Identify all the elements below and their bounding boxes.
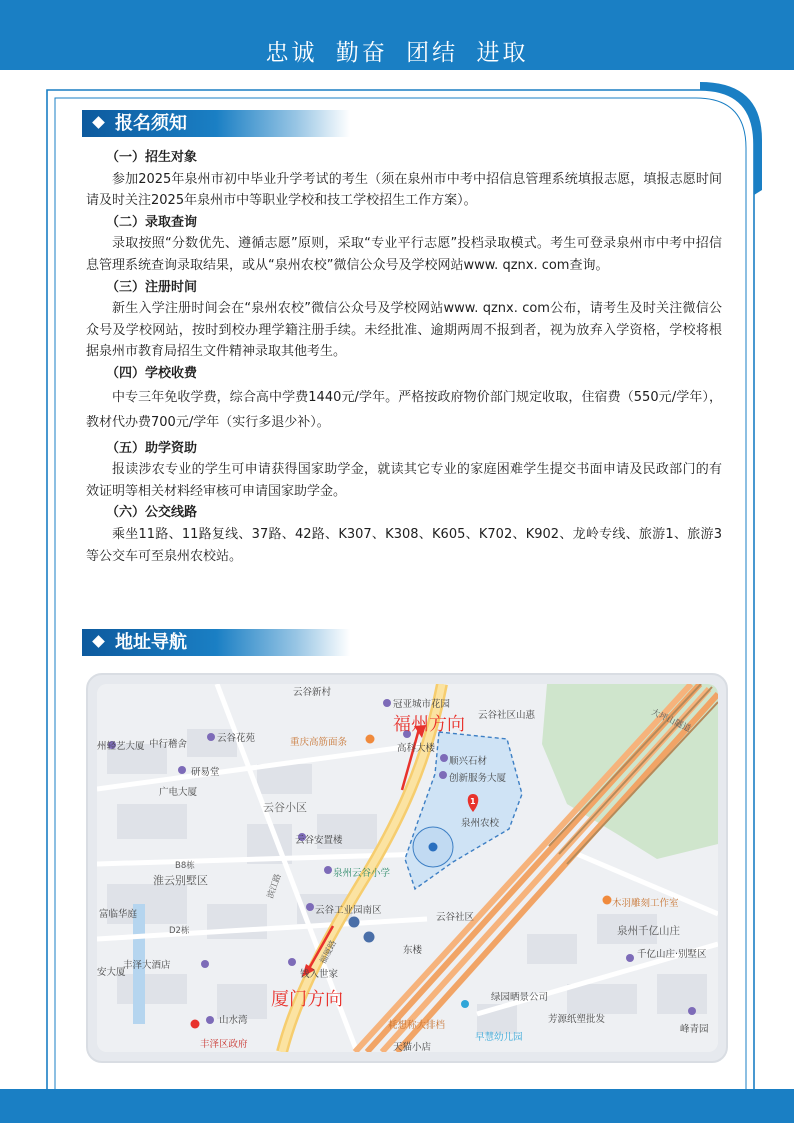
map-label: 东楼 xyxy=(403,945,423,956)
map-label: 钱入世家 xyxy=(300,969,339,980)
item-heading: （五）助学资助 xyxy=(106,440,198,456)
item-admission-query xyxy=(86,212,722,277)
map-label: 创新服务大厦 xyxy=(449,773,507,784)
map-label: 滨江路 xyxy=(265,872,284,901)
diamond-icon xyxy=(92,116,105,129)
map-label: 丰泽区政府 xyxy=(200,1039,248,1050)
section-title: 地址导航 xyxy=(115,632,187,653)
section-title: 报名须知 xyxy=(115,113,187,134)
item-school-fees xyxy=(86,363,722,435)
school-motto: 忠诚 勤奋 团结 进取 xyxy=(265,40,529,66)
map-label: 研易堂 xyxy=(191,767,220,778)
map-label: 泉州千亿山庄 xyxy=(617,925,680,937)
map-label: 绿园晒景公司 xyxy=(491,992,549,1003)
map-label: 云谷社区 xyxy=(436,912,475,923)
map-label: 峰青园 xyxy=(680,1024,709,1035)
map-label: 云谷小区 xyxy=(263,801,307,814)
map-label: 泉州农校 xyxy=(461,818,500,829)
item-paragraph: 中专三年免收学费，综合高中学费1440元/学年。严格按政府物价部门规定收取，住宿费（550元/学年），教材代办费700元/学年（实行多退少补）。 xyxy=(86,389,722,430)
map-label: B8栋 xyxy=(175,861,195,871)
item-heading: （三）注册时间 xyxy=(106,279,198,295)
school-marker[interactable]: 1 xyxy=(470,797,476,806)
map-label: 淮云别墅区 xyxy=(153,874,208,887)
location-map[interactable] xyxy=(97,684,718,1052)
map-label: 云谷安置楼 xyxy=(295,835,343,846)
map-label: 福厦路 xyxy=(318,938,340,967)
item-heading: （六）公交线路 xyxy=(106,505,198,521)
map-label: 重庆高筋面条 xyxy=(290,737,348,748)
map-label: 云谷工业园南区 xyxy=(315,905,382,916)
diamond-icon xyxy=(92,635,105,648)
map-label: 大坪山隧道 xyxy=(649,707,693,735)
item-bus-routes xyxy=(86,502,722,567)
item-paragraph: 报读涉农专业的学生可申请获得国家助学金，就读其它专业的家庭困难学生提交书面申请及民政部门的有效证明等相关材料经审核可申请国家助学金。 xyxy=(86,462,722,499)
item-paragraph: 乘坐11路、11路复线、37路、42路、K307、K308、K605、K702、K902、龙岭专线、旅游1、旅游3等公交车可至泉州农校站。 xyxy=(86,526,722,564)
map-label: 云谷花苑 xyxy=(217,733,256,744)
item-enrollment-target xyxy=(86,147,722,212)
map-label: 天猫小店 xyxy=(393,1042,432,1052)
direction-fuzhou: 福州方向 xyxy=(393,714,465,735)
footer-band xyxy=(0,1089,794,1123)
map-label: 丰泽大酒店 xyxy=(123,960,171,971)
map-label: 云谷新村 xyxy=(293,687,332,698)
registration-content xyxy=(86,147,722,567)
item-paragraph: 参加2025年泉州市初中毕业升学考试的考生（须在泉州市中考中招信息管理系统填报志愿，填报志愿时间请及时关注2025年泉州市中等职业学校和技工学校招生工作方案）。 xyxy=(86,171,722,209)
item-registration-time xyxy=(86,277,722,363)
map-label: 耗想称大排档 xyxy=(388,1020,446,1031)
map-label: 州轻艺大厦 xyxy=(97,741,145,752)
map-label: 芳源纸塑批发 xyxy=(548,1014,606,1025)
item-paragraph: 新生入学注册时间会在“泉州农校”微信公众号及学校网站www. qznx. com公布，请考生及时关注微信公众号及学校网站，按时到校办理学籍注册手续。未经批准、逾期两周不报到者，视为放弃入学资格，学校将根据泉州市教育局招生文件精神录取其他考生。 xyxy=(86,301,722,360)
map-label: 山水湾 xyxy=(219,1015,248,1026)
map-label: 安大厦 xyxy=(97,967,126,978)
item-financial-aid xyxy=(86,438,722,503)
item-heading: （二）录取查询 xyxy=(106,214,198,230)
map-label: 冠亚城市花园 xyxy=(393,699,451,710)
direction-xiamen: 厦门方向 xyxy=(271,989,343,1010)
map-label: 早慧幼儿园 xyxy=(475,1032,523,1043)
item-paragraph: 录取按照“分数优先、遵循志愿”原则，采取“专业平行志愿”投档录取模式。考生可登录泉州市中考中招信息管理系统查询录取结果，或从“泉州农校”微信公众号及学校网站www. qznx. com查询。 xyxy=(86,236,722,273)
section-header-registration xyxy=(82,110,350,137)
map-label: 顺兴石材 xyxy=(449,756,488,767)
map-label: 广电大厦 xyxy=(159,787,198,798)
map-label: 泉州云谷小学 xyxy=(333,868,391,879)
item-heading: （四）学校收费 xyxy=(106,365,198,381)
section-header-address xyxy=(82,629,350,656)
map-label: 千亿山庄·别墅区 xyxy=(637,949,707,960)
map-label: 高科大楼 xyxy=(397,743,436,754)
item-heading: （一）招生对象 xyxy=(106,150,198,165)
map-label: 富临华庭 xyxy=(99,909,138,920)
map-label: D2栋 xyxy=(169,926,190,936)
map-label: 中行稽舍 xyxy=(149,739,188,750)
map-label: 云谷社区山惠 xyxy=(478,710,536,721)
map-label: 木羽雕刻工作室 xyxy=(612,898,679,909)
